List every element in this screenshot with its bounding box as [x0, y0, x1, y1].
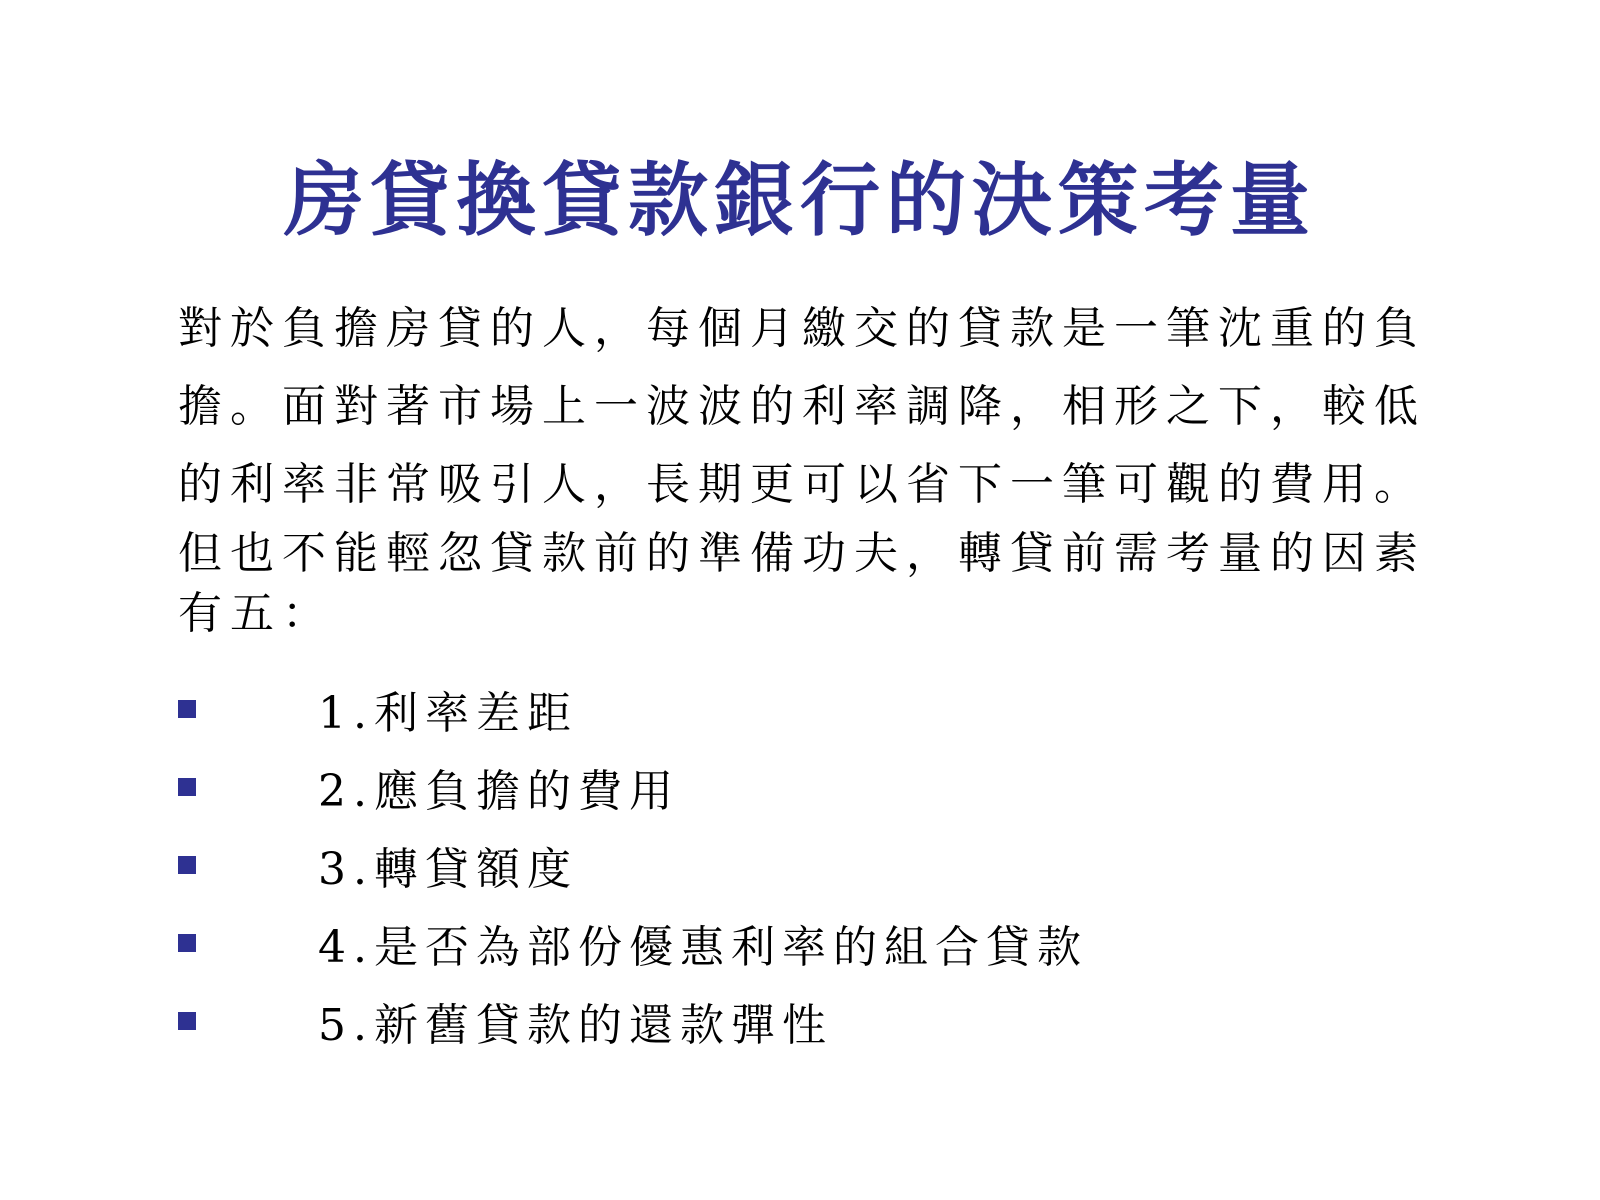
intro-line: 但也不能輕忽貸款前的準備功夫，轉貸前需考量的因素	[178, 528, 1426, 579]
list-item-text: 4.是否為部份優惠利率的組合貸款	[318, 922, 1088, 973]
list-item	[178, 826, 1478, 904]
square-bullet-icon	[178, 700, 196, 718]
square-bullet-icon	[178, 778, 196, 796]
slide-title: 房貸換貸款銀行的決策考量	[284, 153, 1316, 247]
square-bullet-icon	[178, 856, 196, 874]
square-bullet-icon	[178, 1012, 196, 1030]
list-item	[178, 904, 1478, 982]
intro-line: 有五：	[178, 588, 334, 639]
square-bullet-icon	[178, 934, 196, 952]
list-item-text: 1.利率差距	[318, 688, 578, 739]
list-item	[178, 748, 1478, 826]
list-item-text: 5.新舊貸款的還款彈性	[318, 1000, 833, 1051]
list-item-text: 2.應負擔的費用	[318, 766, 680, 817]
intro-line: 擔。面對著市場上一波波的利率調降，相形之下，較低	[178, 381, 1426, 432]
list-item-text: 3.轉貸額度	[318, 844, 578, 895]
factor-list	[178, 670, 1478, 1060]
list-item	[178, 670, 1478, 748]
intro-line: 的利率非常吸引人，長期更可以省下一筆可觀的費用。	[178, 459, 1426, 510]
intro-line: 對於負擔房貸的人，每個月繳交的貸款是一筆沈重的負	[178, 303, 1426, 354]
list-item	[178, 982, 1478, 1060]
intro-paragraph	[178, 290, 1468, 644]
